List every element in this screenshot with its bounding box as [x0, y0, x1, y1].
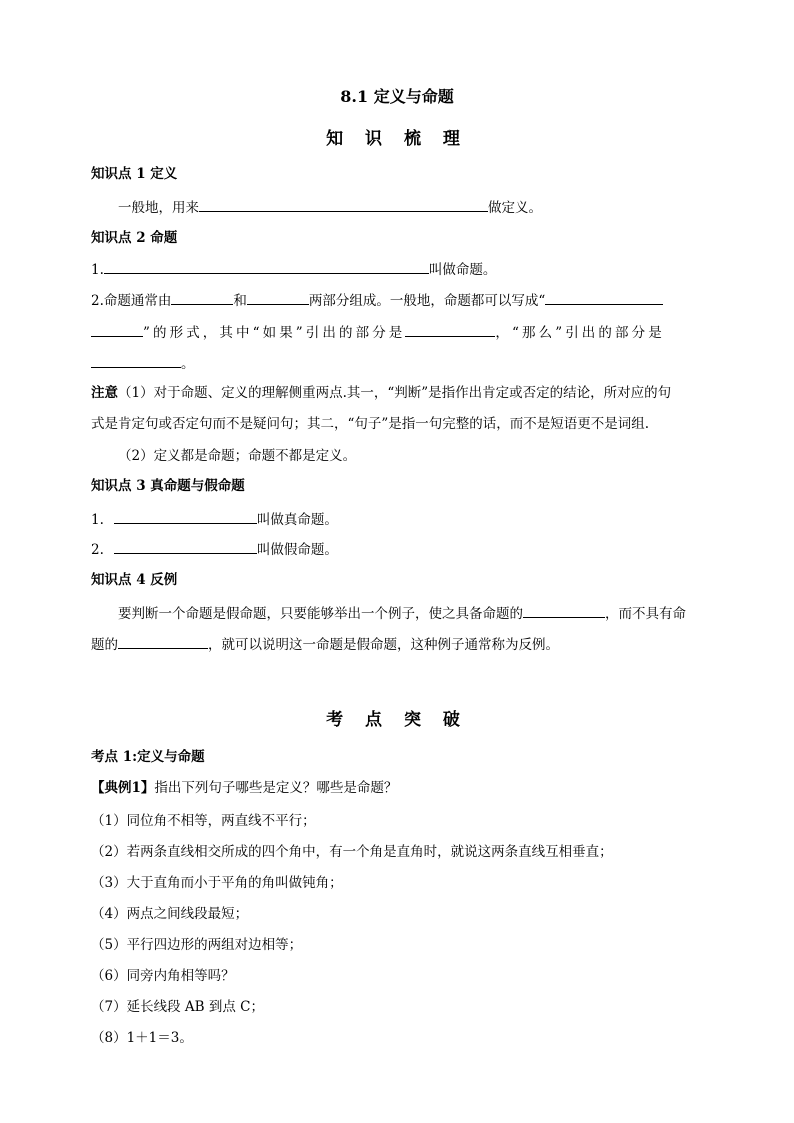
- kp4-line2-part-a: 题的: [91, 637, 118, 653]
- example1-question: 指出下列句子哪些是定义？哪些是命题？: [154, 780, 398, 796]
- list-item: （4）两点之间线段最短；: [91, 906, 249, 922]
- kp2-item2-part-a: 2.命题通常由: [91, 293, 172, 309]
- kaodian1-heading: 考点 1:定义与命题: [91, 749, 205, 765]
- list-item: （2）若两条直线相交所成的四个角中，有一个角是直角时，就说这两条直线互相垂直；: [91, 844, 613, 860]
- kp2-item2-part-e: ，“那么”引出的部分是: [495, 325, 665, 341]
- blank-counterexample-condition[interactable]: [523, 604, 605, 618]
- blank-form-2[interactable]: [91, 323, 143, 337]
- kp4-line1-part-a: 要判断一个命题是假命题，只要能够举出一个例子，使之具备命题的: [118, 606, 523, 622]
- blank-proposition[interactable]: [104, 260, 429, 274]
- blank-then-part[interactable]: [91, 354, 181, 368]
- blank-definition[interactable]: [199, 198, 488, 212]
- kp3-item1: [91, 510, 338, 529]
- example1-prompt: [91, 779, 397, 797]
- kp2-item2-part-c: 两部分组成。一般地，命题都可以写成“: [308, 293, 546, 309]
- blank-conclusion[interactable]: [247, 291, 309, 305]
- kp4-heading: 知识点 4 反例: [91, 572, 178, 588]
- blank-counterexample-conclusion[interactable]: [118, 635, 208, 649]
- kp2-heading: 知识点 2 命题: [91, 230, 178, 246]
- section-heading-knowledge: 知 识 梳 理: [326, 129, 468, 149]
- kp1-line: [118, 198, 542, 217]
- example1-label: 【典例1】: [91, 780, 155, 796]
- blank-condition[interactable]: [171, 291, 233, 305]
- kp2-item1: [91, 260, 496, 279]
- page-title: 8.1 定义与命题: [340, 87, 454, 106]
- list-item: （1）同位角不相等，两直线不平行；: [91, 813, 316, 829]
- kp4-line2-part-b: ，就可以说明这一命题是假命题，这种例子通常称为反例。: [208, 637, 559, 653]
- kp2-note-line3: （2）定义都是命题；命题不都是定义。: [118, 448, 357, 464]
- kp2-item2-part-b: 和: [233, 293, 247, 309]
- blank-if-part[interactable]: [405, 323, 495, 337]
- blank-true-proposition[interactable]: [114, 510, 257, 524]
- kp2-item1-tail: 叫做命题。: [428, 262, 497, 278]
- list-item: （3）大于直角而小于平角的角叫做钝角；: [91, 875, 343, 891]
- note-label: 注意: [91, 385, 118, 401]
- section-heading-breakthrough: 考 点 突 破: [326, 710, 468, 730]
- kp4-line1: [118, 604, 686, 623]
- kp2-item2-line2: [91, 323, 665, 342]
- kp3-item2-num: 2.: [91, 542, 104, 558]
- kp3-heading: 知识点 3 真命题与假命题: [91, 478, 245, 494]
- kp3-item1-tail: 叫做真命题。: [256, 512, 338, 528]
- kp3-item2: [91, 540, 338, 559]
- kp2-item2-part-f: 。: [181, 356, 195, 372]
- kp1-heading: 知识点 1 定义: [91, 166, 178, 182]
- kp3-item2-tail: 叫做假命题。: [256, 542, 338, 558]
- kp2-item2-line3: [91, 354, 195, 373]
- blank-form-1[interactable]: [545, 291, 663, 305]
- list-item: （8）1＋1＝3。: [91, 1030, 193, 1046]
- list-item: （7）延长线段 AB 到点 C；: [91, 999, 264, 1015]
- note-text-1a: （1）对于命题、定义的理解侧重两点.其一，“判断”是指作出肯定或否定的结论，所对应的句: [118, 385, 672, 401]
- kp1-line-start: 一般地，用来: [118, 200, 199, 216]
- list-item: （6）同旁内角相等吗？: [91, 968, 235, 984]
- kp2-note-line2: 式是肯定句或否定句而不是疑问句；其二，“句子”是指一句完整的话，而不是短语更不是词组.: [91, 416, 650, 432]
- kp3-item1-num: 1.: [91, 512, 104, 528]
- blank-false-proposition[interactable]: [114, 540, 257, 554]
- list-item: （5）平行四边形的两组对边相等；: [91, 937, 303, 953]
- kp1-line-end: 做定义。: [488, 200, 542, 216]
- kp2-item2-line1: [91, 291, 663, 310]
- kp4-line2: [91, 635, 559, 654]
- kp2-item2-part-d: ”的形式，其中“如果”引出的部分是: [143, 325, 406, 341]
- kp4-line1-part-b: ，而不具有命: [605, 606, 686, 622]
- kp2-note-line1: [91, 384, 671, 402]
- kp2-item1-num: 1.: [91, 262, 104, 278]
